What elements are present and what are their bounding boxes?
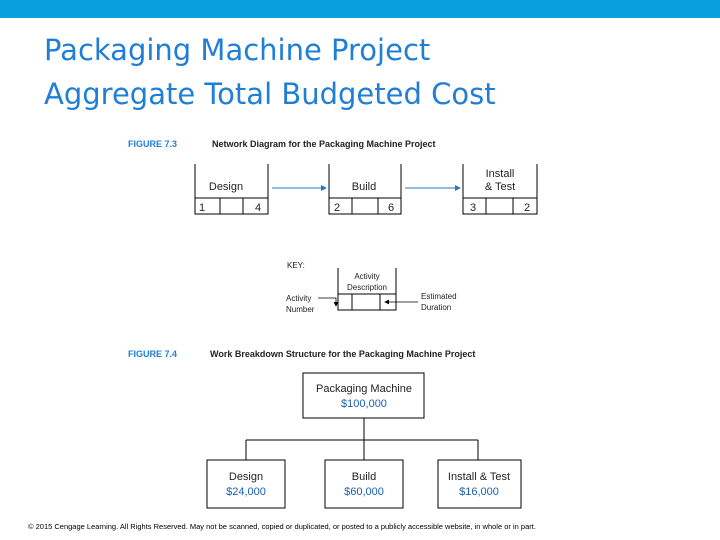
wbs-root-node [303, 373, 424, 418]
figure-7-3-caption: Network Diagram for the Packaging Machine Project [212, 139, 436, 149]
wbs-root-cost: $100,000 [341, 398, 387, 410]
key-number-line-2: Number [286, 305, 315, 314]
activity-name-design: Design [208, 181, 244, 193]
figure-7-3-label: FIGURE 7.3 [128, 139, 178, 149]
wbs-design-cost: $24,000 [226, 486, 266, 498]
wbs-build-cost: $60,000 [344, 486, 384, 498]
wbs-node-build [325, 460, 403, 508]
network-key [286, 261, 457, 314]
key-title: KEY: [287, 261, 305, 270]
wbs-node-design [207, 460, 285, 508]
figure-7-4-caption: Work Breakdown Structure for the Packaging Machine Project [210, 349, 476, 359]
title-line-2: Aggregate Total Budgeted Cost [44, 77, 496, 111]
activity-name-install-line-1: Install [485, 168, 515, 180]
copyright-notice: © 2015 Cengage Learning. All Rights Reserved. May not be scanned, copied or duplicated, or posted to a publicly accessible website, in whole or in part. [28, 522, 536, 531]
activity-node-design [195, 164, 268, 214]
wbs-root-name: Packaging Machine [315, 383, 413, 395]
activity-number-design: 1 [198, 202, 206, 214]
key-duration-line-1: Estimated [421, 292, 457, 301]
activity-number-build: 2 [333, 202, 341, 214]
wbs-install-cost: $16,000 [459, 486, 499, 498]
activity-name-build: Build [351, 181, 377, 193]
activity-name-install-line-2: & Test [484, 181, 516, 193]
activity-duration-build: 6 [387, 202, 395, 214]
activity-number-install: 3 [469, 202, 477, 214]
wbs-design-name: Design [228, 471, 264, 483]
wbs-connectors [246, 418, 478, 460]
wbs-node-install-test [438, 460, 521, 508]
wbs-install-name: Install & Test [447, 471, 511, 483]
activity-duration-design: 4 [254, 202, 262, 214]
key-number-line-1: Activity [286, 294, 312, 303]
key-description-line-2: Description [346, 283, 388, 292]
wbs-build-name: Build [351, 471, 377, 483]
key-duration-line-2: Duration [421, 303, 452, 312]
figure-7-4-label: FIGURE 7.4 [128, 349, 178, 359]
activity-node-install-test [463, 164, 537, 214]
title-line-1: Packaging Machine Project [44, 33, 431, 67]
key-description-line-1: Activity [354, 272, 380, 281]
activity-node-build [329, 164, 401, 214]
activity-duration-install: 2 [523, 202, 531, 214]
